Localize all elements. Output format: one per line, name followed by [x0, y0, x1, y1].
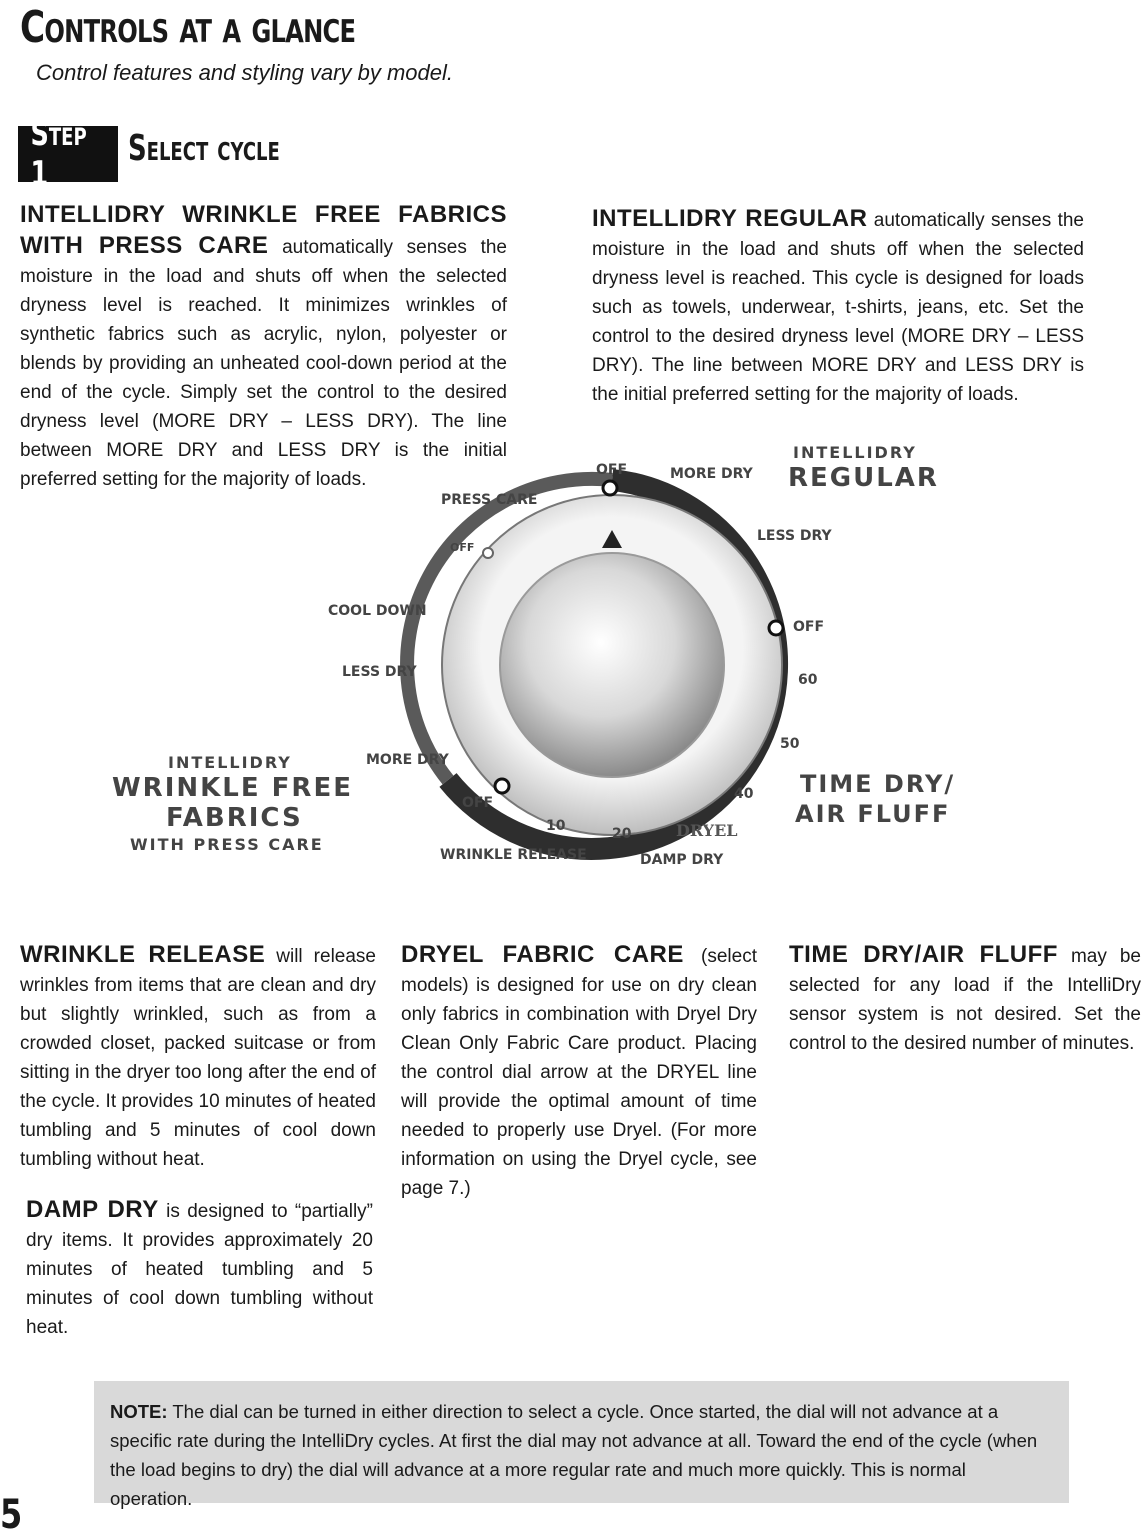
dial-group-time-line1: TIME DRY/ — [800, 770, 956, 798]
dial-label-dryel: DRYEL — [676, 821, 738, 840]
dryel-text: (select models) is designed for use on dry clean only fabrics in combination with Dryel Dry Clean Only Fabric Care product. Placing the control dial arrow at the DRYEL line will provide the optimal amount of time needed to properly use Dryel. (For more information on using the Dryel cycle, see page 7.) — [401, 946, 758, 1199]
regular-heading: INTELLIDRY REGULAR — [592, 205, 868, 232]
wrinkle-free-heading: INTELLIDRY WRINKLE FREE FABRICS WITH PRESS CARE — [20, 201, 507, 259]
dial-group-wff-top: INTELLIDRY — [168, 753, 292, 772]
dial-group-regular-top: INTELLIDRY — [793, 443, 917, 462]
dial-graphic — [0, 440, 1143, 880]
dial-group-wff-bottom: WITH PRESS CARE — [130, 835, 324, 854]
time-dry-heading: TIME DRY/AIR FLUFF — [789, 941, 1058, 968]
dial-group-wff-line2: FABRICS — [166, 803, 303, 833]
dial-knob — [500, 553, 724, 777]
dial-label-damp-dry: DAMP DRY — [640, 852, 724, 868]
time-dry-section — [789, 940, 1141, 1058]
dial-label-more-dry-right: MORE DRY — [670, 466, 753, 482]
off-marker-small — [483, 548, 493, 558]
off-marker-bottom — [495, 779, 509, 793]
dial-group-time-line2: AIR FLUFF — [795, 800, 951, 828]
dial-label-off-top: OFF — [596, 462, 628, 478]
dryel-section — [401, 940, 757, 1203]
regular-section — [592, 204, 1084, 409]
dial-label-off-bottom: OFF — [462, 795, 494, 811]
dial-label-more-dry-left: MORE DRY — [366, 752, 449, 768]
note-box — [94, 1381, 1069, 1509]
dial-label-60: 60 — [798, 672, 818, 688]
step-title: Select cycle — [128, 128, 280, 169]
dial-label-off-right: OFF — [793, 619, 825, 635]
damp-dry-section — [26, 1195, 373, 1342]
time-dry-text: may be selected for any load if the IntelliDry sensor system is not desired. Set the control to the desired number of minutes. — [789, 946, 1141, 1054]
step-badge — [18, 114, 118, 194]
regular-text: automatically senses the moisture in the load and shuts off when the selected dryness level is reached. This cycle is designed for loads such as towels, underwear, t-shirts, jeans, etc. Set the control to the desired dryness level (MORE DRY – LESS DRY). The line between MORE DRY and LESS DRY is the initial preferred setting for the majority of loads. — [592, 210, 1084, 405]
step-badge-label: Step 1 — [30, 114, 87, 194]
damp-dry-text: is designed to “partially” dry items. It provides approximately 20 minutes of heated tumbling and 5 minutes of cool down tumbling without heat. — [26, 1201, 373, 1338]
note-label: NOTE: — [110, 1401, 168, 1422]
page-subtitle: Control features and styling vary by model. — [36, 60, 453, 85]
dial-label-wrinkle-release: WRINKLE RELEASE — [440, 847, 587, 863]
dial-label-40: 40 — [734, 786, 754, 802]
dial-group-regular-main: REGULAR — [788, 463, 939, 493]
dial-label-10: 10 — [546, 818, 566, 834]
note-text: The dial can be turned in either direction to select a cycle. Once started, the dial will not advance at a specific rate during the IntelliDry cycles. At first the dial may not advance at all. Toward the end of the cycle (when the load begins to dry) the dial will advance at a more regular rate and much more quickly. This is normal operation. — [110, 1401, 1038, 1509]
dial-label-less-dry-left: LESS DRY — [342, 664, 417, 680]
control-dial-illustration — [0, 440, 1143, 880]
wrinkle-release-section — [20, 940, 376, 1174]
off-marker-top — [603, 481, 617, 495]
wrinkle-free-text: automatically senses the moisture in the load and shuts off when the selected dryness level is reached. It minimizes wrinkles of synthetic fabrics such as acrylic, nylon, polyester or blends by providing an unheated cool-down period at the end of the cycle. Simply set the control to the desired dryness level (MORE DRY – LESS DRY). The line between MORE DRY and LESS DRY is the initial preferred setting for the majority of loads. — [20, 237, 507, 490]
damp-dry-heading: DAMP DRY — [26, 1196, 159, 1223]
dial-label-off-small: OFF — [450, 541, 475, 554]
page-number: 5 — [0, 1492, 23, 1538]
dial-label-20: 20 — [612, 826, 632, 842]
dryel-heading: DRYEL FABRIC CARE — [401, 941, 684, 968]
wrinkle-release-heading: WRINKLE RELEASE — [20, 941, 266, 968]
wrinkle-release-text: will release wrinkles from items that are clean and dry but slightly wrinkled, such as from a crowded closet, packed suitcase or from sitting in the dryer too long after the end of the cycle. It provides 10 minutes of heated tumbling and 5 minutes of cool down tumbling without heat. — [20, 946, 376, 1170]
dial-label-press-care: PRESS CARE — [441, 492, 538, 508]
page-title: Controls at a glance — [20, 2, 356, 53]
dial-group-wff-line1: WRINKLE FREE — [112, 773, 353, 803]
off-marker-right — [769, 621, 783, 635]
dial-label-50: 50 — [780, 736, 800, 752]
dial-label-less-dry-right: LESS DRY — [757, 528, 832, 544]
dial-label-cool-down: COOL DOWN — [328, 603, 427, 619]
